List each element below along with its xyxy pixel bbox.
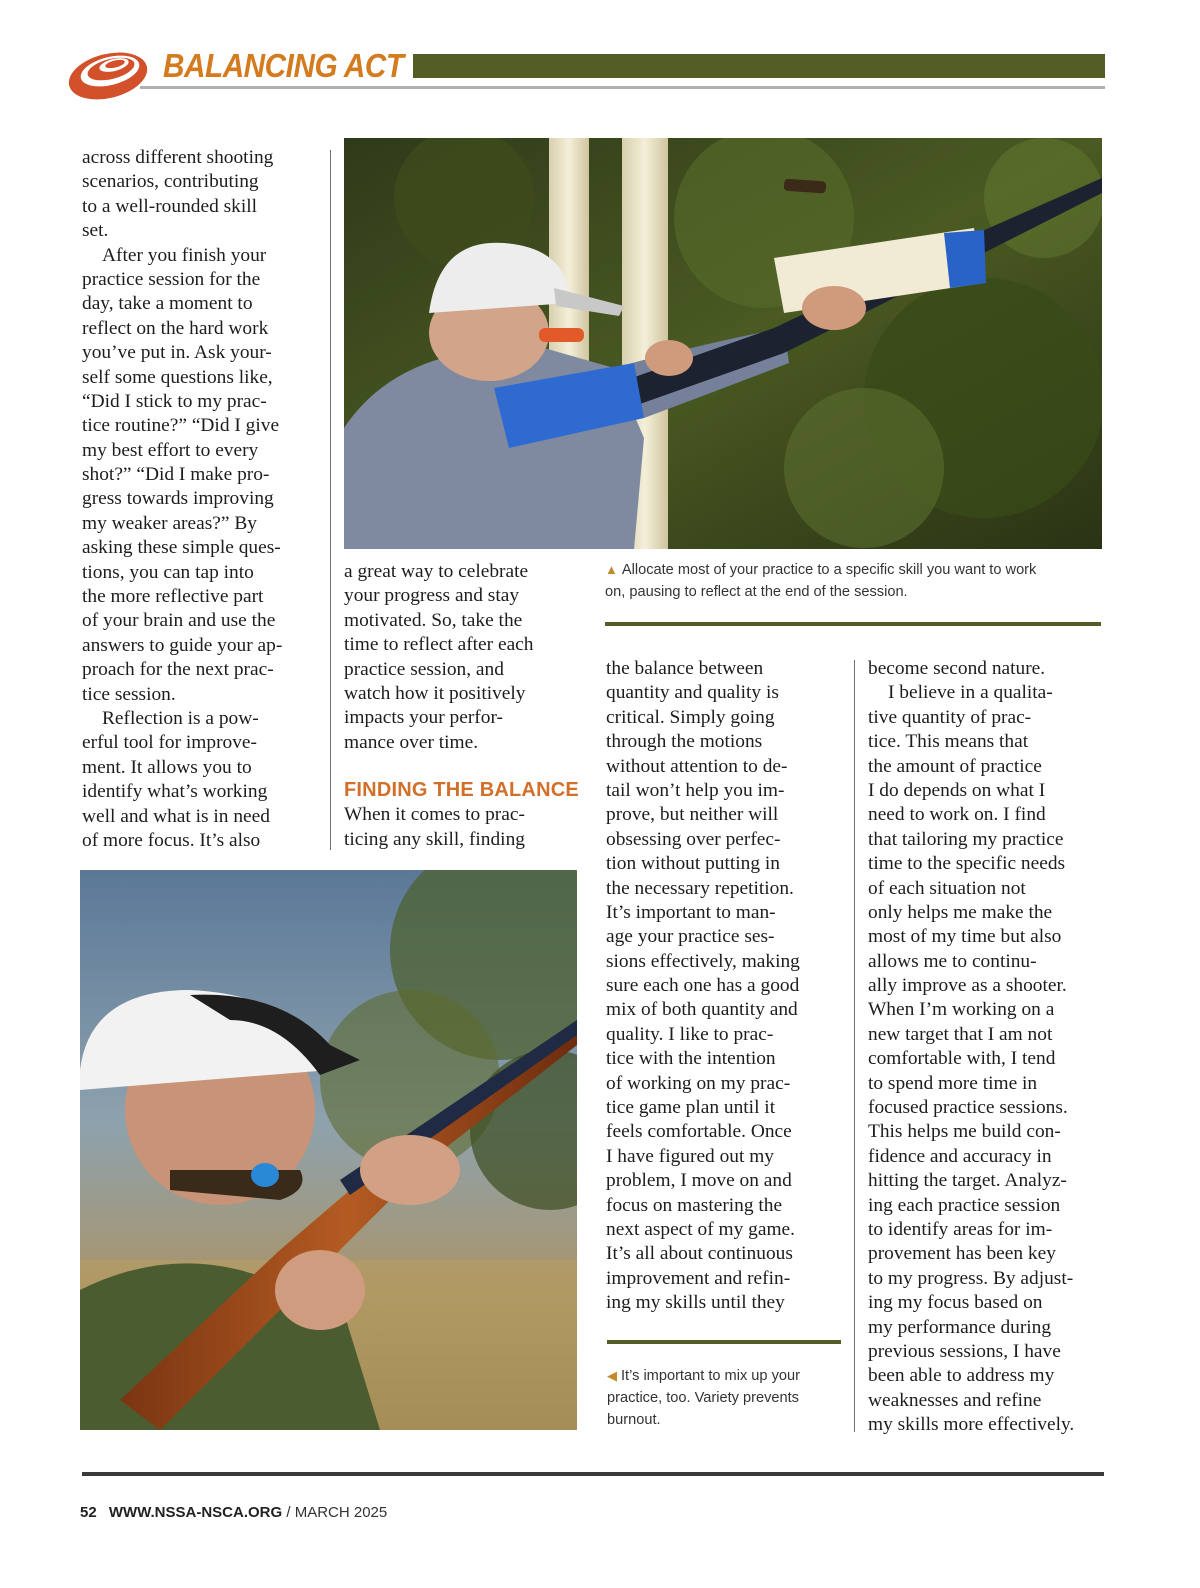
text-line: identify what’s working [82,781,268,803]
text-line: comfortable with, I tend [868,1048,1056,1070]
text-line: answers to guide your ap- [82,634,283,656]
caption-line: It’s important to mix up your [621,1368,800,1384]
text-line: without attention to de- [606,755,788,777]
text-line: practice session for the [82,268,261,290]
text-line: shot?” “Did I make pro- [82,464,270,486]
text-line: tice. This means that [868,731,1029,753]
text-line: motivated. So, take the [344,609,523,631]
text-line: weaknesses and refine [868,1389,1042,1411]
text-line: set. [82,220,109,242]
text-line: I have figured out my [606,1145,775,1167]
text-line: next aspect of my game. [606,1218,795,1240]
text-line: my best effort to every [82,439,259,461]
section-title: BALANCING ACT [163,47,404,84]
text-line: tail won’t help you im- [606,779,785,801]
page-footer [80,1504,387,1521]
text-line: hitting the target. Analyz- [868,1170,1067,1192]
section-subhead: FINDING THE BALANCE [344,779,579,802]
shooter-aiming-closeup-photo [80,870,577,1430]
text-line: tice session. [82,683,176,705]
text-line: ment. It allows you to [82,756,252,778]
article-column-1 [82,146,327,853]
text-line: feels comfortable. Once [606,1121,792,1143]
text-line: ing each practice session [868,1194,1061,1216]
text-line: impacts your perfor- [344,707,503,729]
text-line: mix of both quantity and [606,999,798,1021]
text-line: of working on my prac- [606,1072,791,1094]
triangle-left-icon: ◀ [607,1368,617,1383]
article-column-2 [344,560,586,852]
header-rule [140,86,1105,89]
caption-line: Allocate most of your practice to a specific skill you want to work [621,562,1037,578]
header-bar [413,54,1105,78]
text-line: that tailoring my practice [868,828,1064,850]
text-line: quantity and quality is [606,682,779,704]
text-line: sure each one has a good [606,975,800,997]
text-line: practice session, and [344,658,504,680]
text-line: It’s all about continuous [606,1243,793,1265]
text-line: sions effectively, making [606,950,800,972]
text-line: tice with the intention [606,1048,776,1070]
photo-caption-top [605,559,1105,603]
text-line: my skills more effectively. [868,1414,1075,1436]
text-line: After you finish your [102,244,267,266]
text-line: of more focus. It’s also [82,829,261,851]
text-line: your progress and stay [344,585,520,607]
article-column-4 [868,657,1106,1438]
text-line: through the motions [606,731,763,753]
text-line: I believe in a qualita- [888,682,1053,704]
text-line: time to the specific needs [868,853,1066,875]
text-line: ally improve as a shooter. [868,975,1067,997]
page-header [0,0,1200,110]
text-line: day, take a moment to [82,293,253,315]
text-line: tions, you can tap into [82,561,254,583]
text-line: critical. Simply going [606,706,775,728]
text-line: to identify areas for im- [868,1218,1053,1240]
text-line: the balance between [606,658,764,679]
article-column-3 [606,657,842,1316]
text-line: When I’m working on a [868,999,1055,1021]
text-line: tice game plan until it [606,1097,776,1119]
text-line: fidence and accuracy in [868,1145,1052,1167]
text-line: scenarios, contributing [82,171,259,193]
text-line: the necessary repetition. [606,877,794,899]
text-line: to spend more time in [868,1072,1038,1094]
text-line: provement has been key [868,1243,1056,1265]
caption-line: burnout. [607,1412,661,1428]
text-line: This helps me build con- [868,1121,1061,1143]
page-number: 52 [80,1504,97,1521]
text-line: ticing any skill, finding [344,828,525,850]
text-line: well and what is in need [82,805,270,827]
text-line: previous sessions, I have [868,1340,1061,1362]
footer-rule [82,1472,1104,1476]
text-line: When it comes to prac- [344,804,525,826]
website-link[interactable]: WWW.NSSA-NSCA.ORG [108,1504,283,1521]
text-line: gress towards improving [82,488,274,510]
text-line: self some questions like, [82,366,273,388]
text-line: my performance during [868,1316,1052,1338]
text-line: to my progress. By adjust- [868,1267,1074,1289]
footer-separator: / [286,1504,291,1521]
clay-target-logo-icon [64,38,160,104]
text-line: quality. I like to prac- [606,1023,774,1045]
text-line: prove, but neither will [606,804,779,826]
text-line: new target that I am not [868,1023,1053,1045]
text-line: most of my time but also [868,926,1062,948]
column-divider [854,660,855,1432]
text-line: mance over time. [344,731,479,753]
text-line: obsessing over perfec- [606,828,781,850]
text-line: the amount of practice [868,755,1042,777]
triangle-up-icon: ▲ [605,562,618,577]
caption-line: on, pausing to reflect at the end of the session. [605,584,908,600]
column-divider [330,150,331,850]
text-line: I do depends on what I [868,779,1046,801]
text-line: tive quantity of prac- [868,706,1032,728]
issue-date: MARCH 2025 [294,1504,388,1521]
text-line: reflect on the hard work [82,317,269,339]
text-line: my weaker areas?” By [82,512,257,534]
text-line: ing my focus based on [868,1292,1043,1314]
text-line: age your practice ses- [606,926,775,948]
text-line: problem, I move on and [606,1170,792,1192]
text-line: “Did I stick to my prac- [82,390,267,412]
text-line: Reflection is a pow- [102,707,259,729]
caption-rule [607,1340,841,1344]
text-line: focused practice sessions. [868,1097,1068,1119]
text-line: across different shooting [82,147,274,168]
text-line: ing my skills until they [606,1292,785,1314]
text-line: need to work on. I find [868,804,1046,826]
photo-caption-bottom [607,1365,845,1431]
text-line: been able to address my [868,1365,1055,1387]
text-line: proach for the next prac- [82,659,274,681]
text-line: of your brain and use the [82,610,276,632]
text-line: tion without putting in [606,853,780,875]
text-line: erful tool for improve- [82,732,257,754]
text-line: a great way to celebrate [344,561,529,582]
text-line: become second nature. [868,658,1046,679]
text-line: It’s important to man- [606,901,776,923]
shooter-firing-shotgun-photo [344,138,1102,549]
text-line: to a well-rounded skill [82,195,258,217]
caption-line: practice, too. Variety prevents [607,1390,799,1406]
text-line: of each situation not [868,877,1026,899]
text-line: asking these simple ques- [82,537,281,559]
text-line: improvement and refin- [606,1267,791,1289]
text-line: focus on mastering the [606,1194,783,1216]
text-line: time to reflect after each [344,634,534,656]
caption-rule [605,622,1101,626]
text-line: watch how it positively [344,682,526,704]
text-line: you’ve put in. Ask your- [82,342,272,364]
text-line: allows me to continu- [868,950,1037,972]
text-line: tice routine?” “Did I give [82,415,280,437]
text-line: only helps me make the [868,901,1053,923]
text-line: the more reflective part [82,586,264,608]
